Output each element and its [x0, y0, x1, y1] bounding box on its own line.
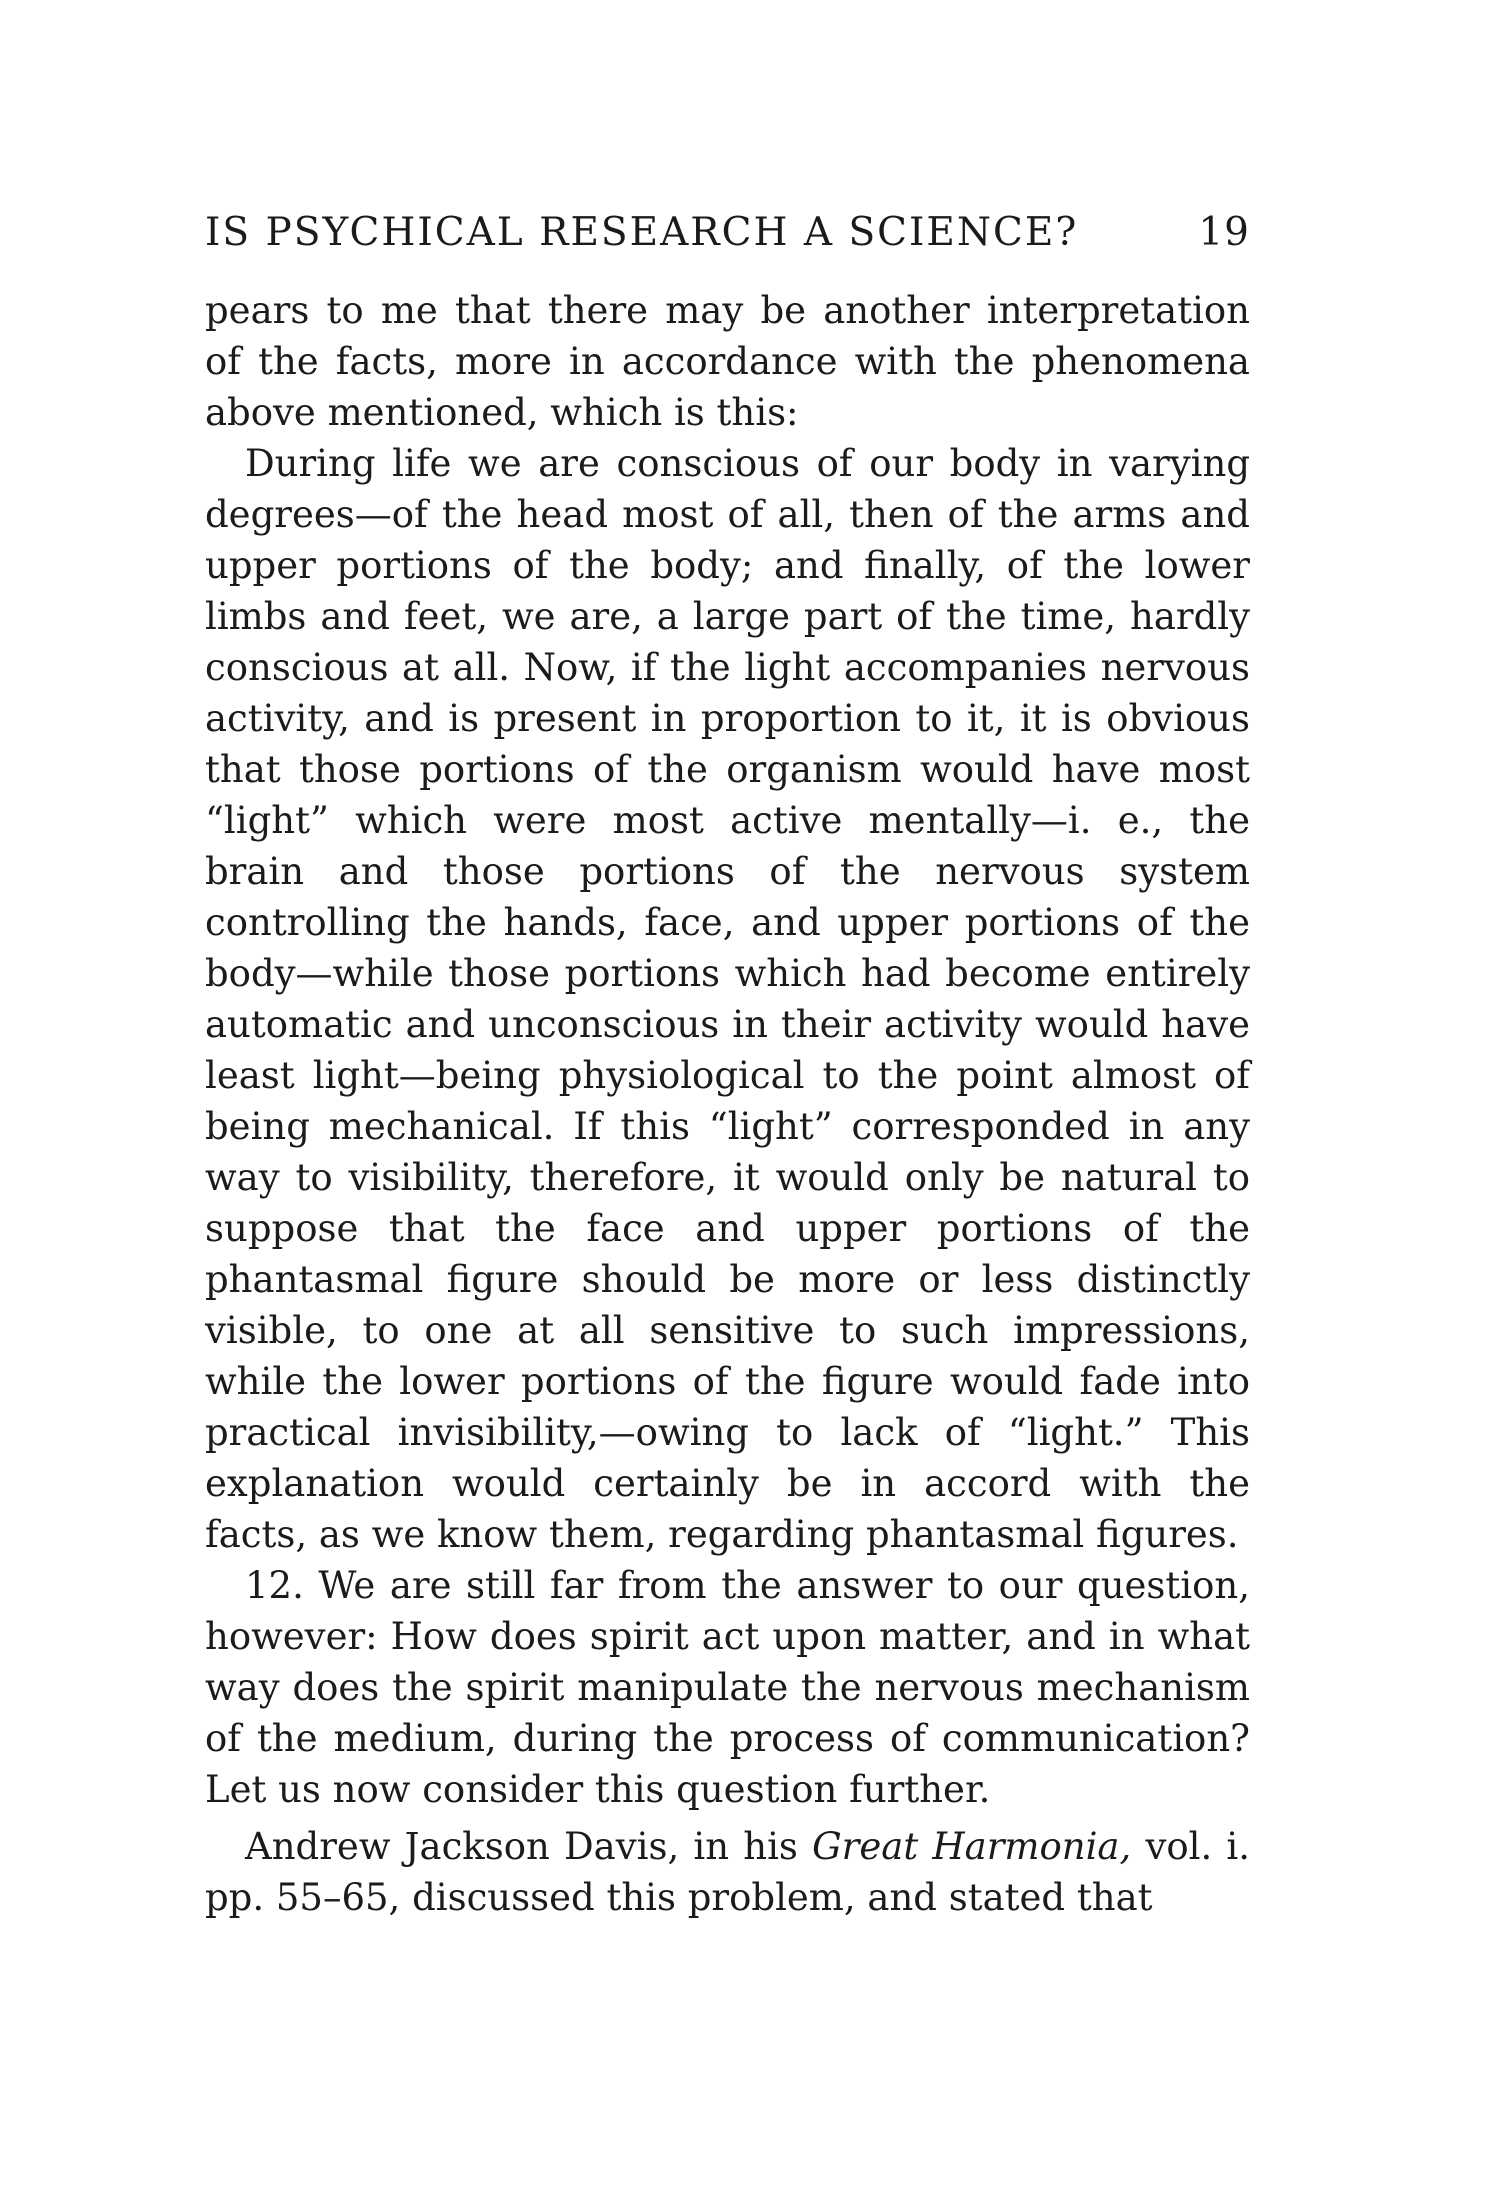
page-number: 19	[1198, 210, 1250, 255]
davis-text-start: Andrew Jackson Davis, in his	[245, 1825, 813, 1868]
book-title-italic: Great Harmonia,	[812, 1825, 1132, 1868]
running-title: IS PSYCHICAL RESEARCH A SCIENCE?	[205, 210, 1079, 255]
paragraph-conscious-body: During life we are conscious of our body in varying degrees—of the head most of all, then of the arms and upper portions of the body; and finally, of the lower limbs and feet, we are, a large part of the time, hardly conscious at all. Now, if the light accompanies nervous activity, and is present in proportion to it, it is obvious that those portions of the organism would have most “light” which were most active mentally—i. e., the brain and those portions of the nervous system controlling the hands, face, and upper portions of the body—while those portions which had become entirely automatic and unconscious in their activity would have least light—being physiological to the point almost of being mechanical. If this “light” corresponded in any way to visibility, therefore, it would only be natural to suppose that the face and upper portions of the phantasmal figure should be more or less distinctly visible, to one at all sensitive to such impressions, while the lower portions of the figure would fade into practical invisibility,—owing to lack of “light.” This explanation would certainly be in accord with the facts, as we know them, regarding phantasmal figures.	[205, 442, 1250, 1556]
paragraph-section-12: 12. We are still far from the answer to our question, however: How does spirit act upon matter, and in what way does the spirit manipulate the nervous mechanism of the medium, during the process of communication? Let us now consider this question further.	[205, 1564, 1250, 1811]
paragraph-continuation: pears to me that there may be another interpretation of the facts, more in accordance with the phenomena above mentioned, which is this:	[205, 289, 1250, 434]
davis-text-end: vol. i. pp. 55–65, discussed this problem, and stated that	[205, 1825, 1251, 1919]
paragraph-davis	[205, 1821, 1250, 1923]
book-page	[205, 210, 1250, 1923]
running-header	[205, 210, 1250, 255]
